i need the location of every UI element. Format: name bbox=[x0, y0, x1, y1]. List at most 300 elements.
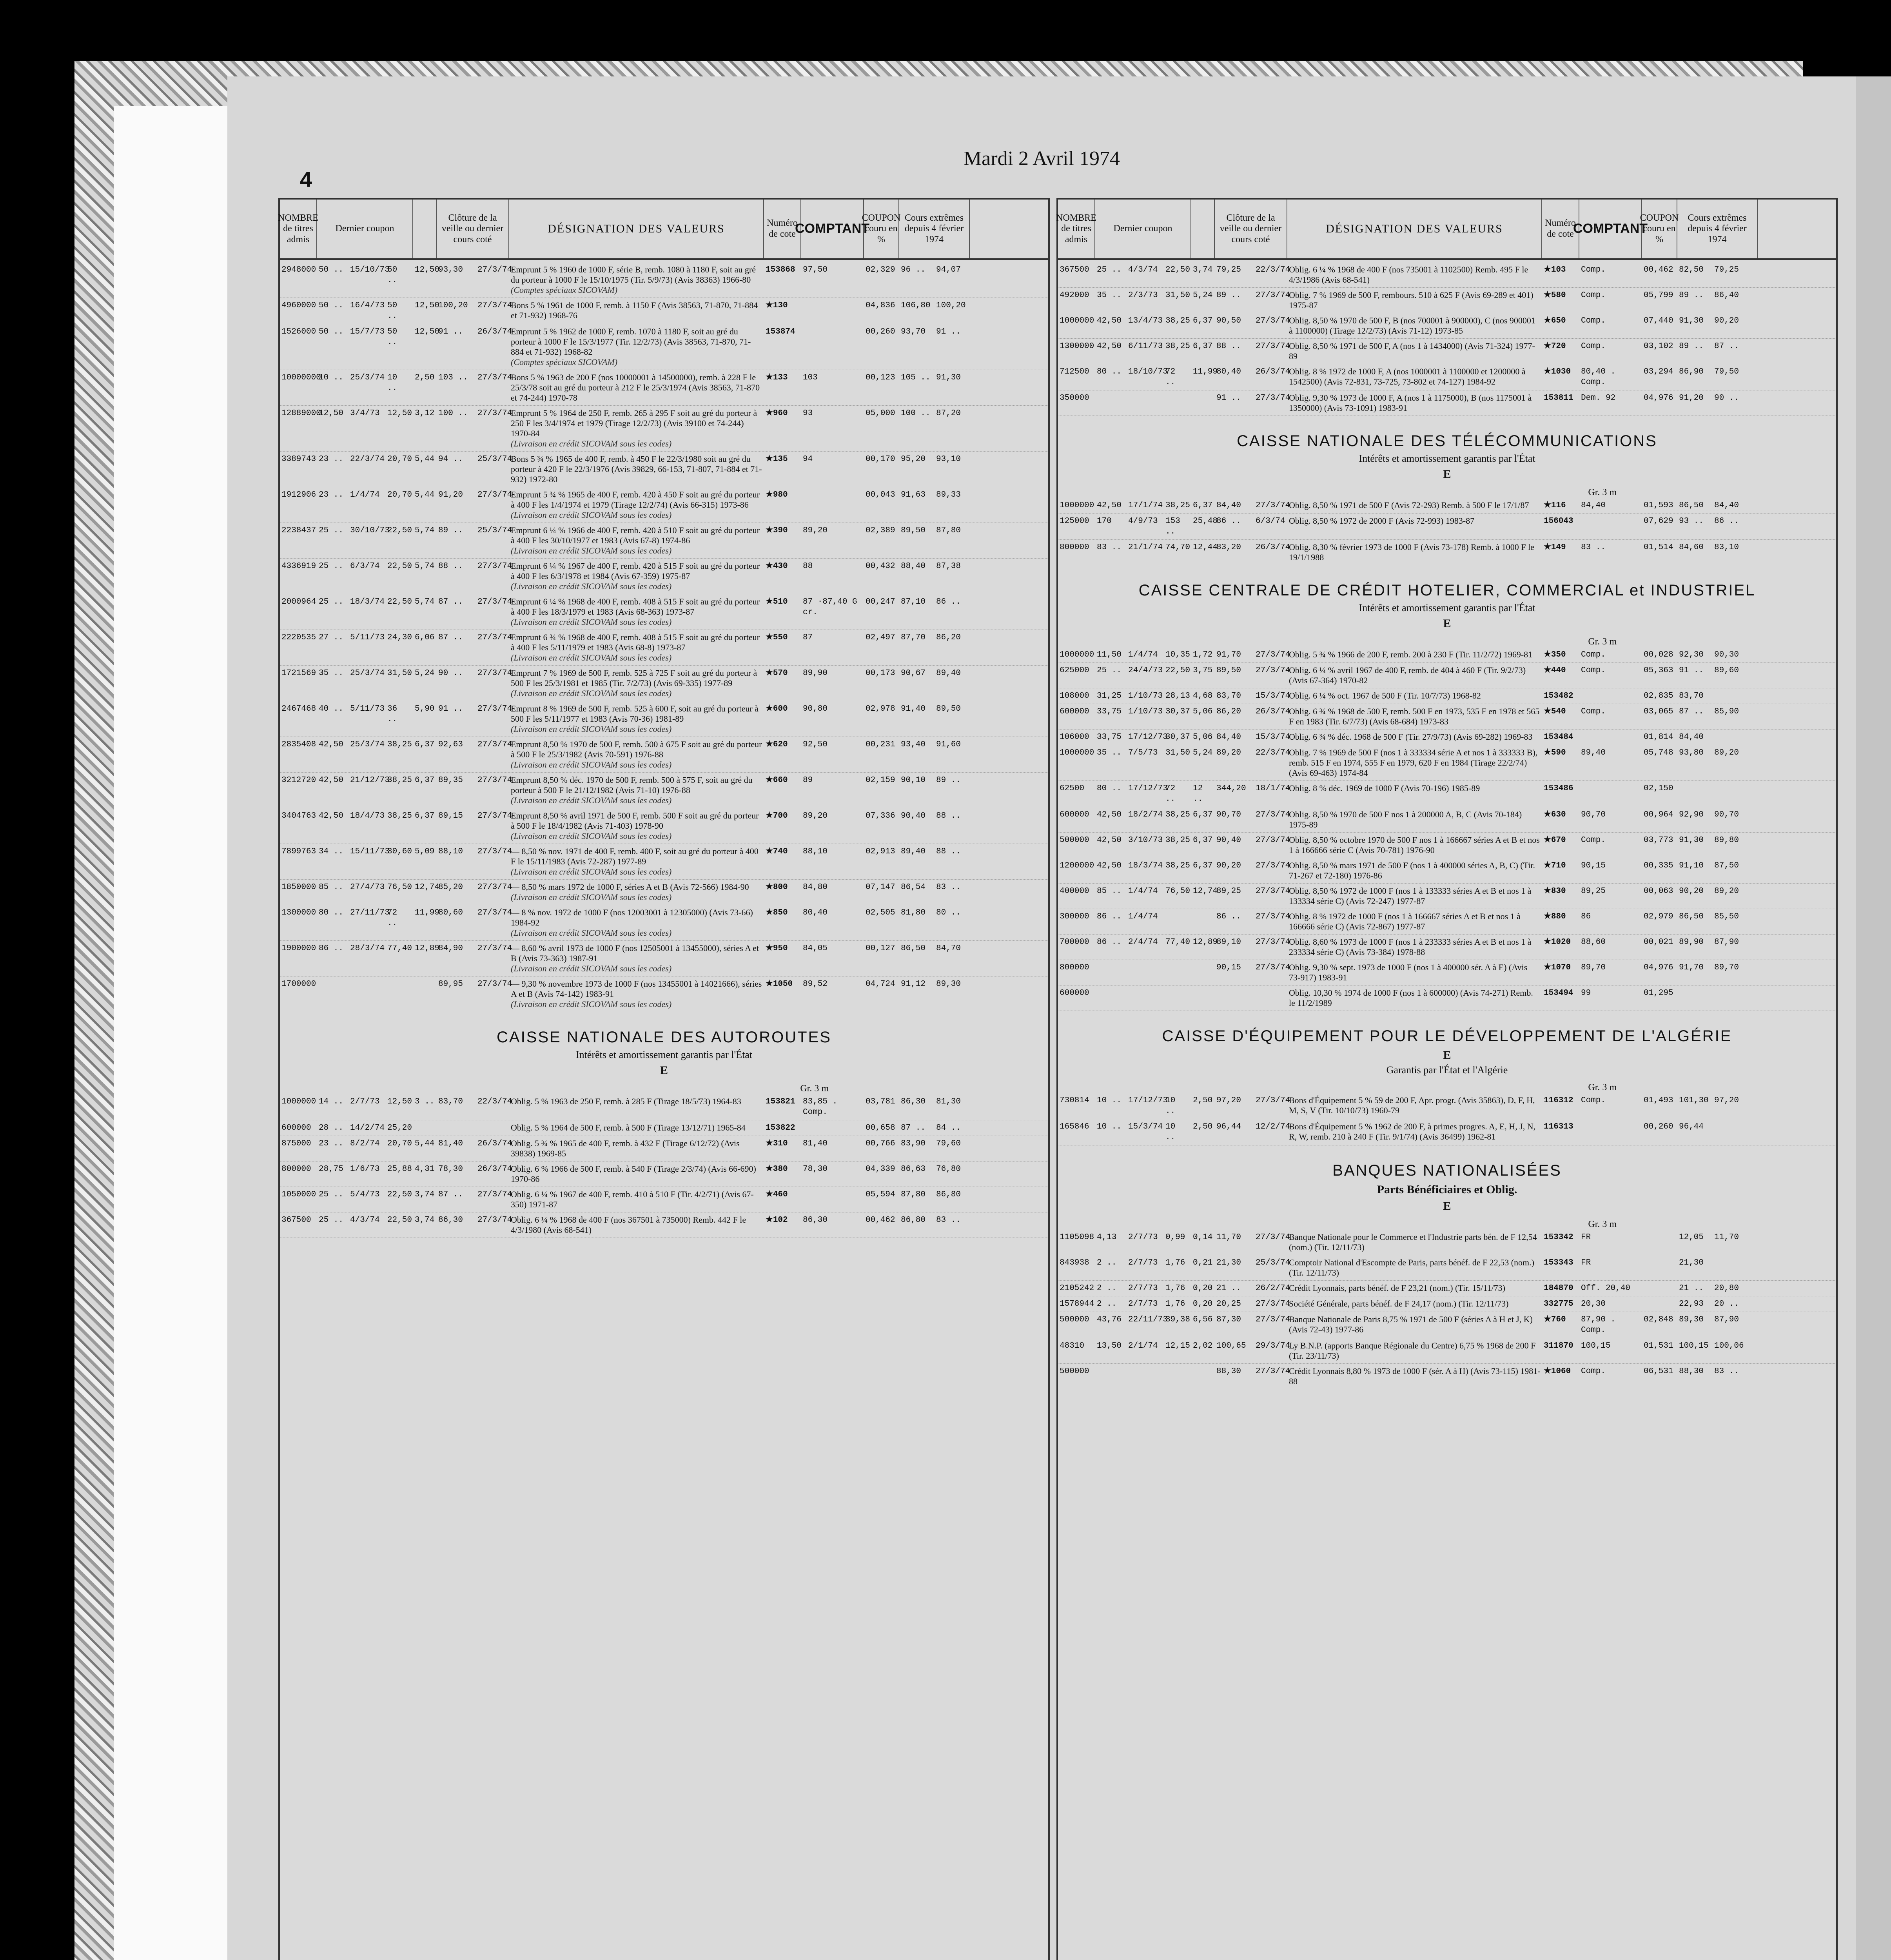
livraison-note: (Livraison en crédit SICOVAM sous les codes) bbox=[511, 867, 672, 877]
cell-cloture: 344,20 bbox=[1216, 784, 1246, 793]
cell-nombre-titres: 600000 bbox=[1060, 707, 1089, 716]
cell-cloture: 81,40 bbox=[438, 1139, 463, 1148]
algerie-rows-body bbox=[1058, 1093, 1836, 1145]
table-row bbox=[1058, 781, 1836, 807]
cell-montant-amort: 38,25 bbox=[387, 740, 412, 749]
cell-cloture: 21,30 bbox=[1216, 1258, 1241, 1267]
cell-montant-amort: 10 .. bbox=[1165, 1122, 1176, 1142]
cell-cloture-date: 27/3/74 bbox=[477, 908, 512, 917]
cell-plus-bas: 79,60 bbox=[936, 1139, 961, 1148]
table-row bbox=[1058, 1338, 1836, 1364]
cell-numero-cote: ★580 bbox=[1544, 291, 1566, 300]
cell-coupon-couru: 00,170 bbox=[866, 455, 895, 464]
cell-montant-global: 42,50 bbox=[319, 776, 344, 785]
cell-cloture-date: 27/3/74 bbox=[1256, 1367, 1290, 1376]
cell-designation: Oblig. 5 ¾ % 1965 de 400 F, remb. à 432 F (Tirage 6/12/72) (Avis 39838) 1969-85 bbox=[511, 1138, 740, 1158]
cell-montant-global: 80 .. bbox=[1097, 784, 1122, 793]
cell-plus-bas: 80 .. bbox=[936, 908, 961, 917]
cell-cloture-date: 29/3/74 bbox=[1256, 1341, 1290, 1350]
cell-numero-cote: ★1050 bbox=[766, 980, 793, 989]
cell-montant-amort: 1,76 bbox=[1165, 1258, 1185, 1267]
cell-nombre-titres: 1105098 bbox=[1060, 1233, 1094, 1242]
cell-comptant: Comp. bbox=[1581, 291, 1606, 300]
cell-plus-bas: 86,80 bbox=[936, 1190, 961, 1199]
cell-nombre-titres: 875000 bbox=[281, 1139, 311, 1148]
table-row bbox=[1058, 1281, 1836, 1296]
cell-prelevement: 6,37 bbox=[1193, 501, 1213, 510]
table-row bbox=[1058, 1312, 1836, 1338]
table-row bbox=[280, 976, 1048, 1012]
cell-plus-bas: 89,40 bbox=[936, 669, 961, 678]
cell-coupon-couru: 07,336 bbox=[866, 811, 895, 820]
cell-nombre-titres: 1200000 bbox=[1060, 861, 1094, 870]
cell-plus-bas: 20 .. bbox=[1714, 1299, 1739, 1308]
cell-cloture-date: 27/3/74 bbox=[477, 490, 512, 499]
table-row bbox=[280, 808, 1048, 844]
cell-montant-amort: 22,50 bbox=[387, 526, 412, 535]
cell-designation: Oblig. 5 ¾ % 1966 de 200 F, remb. 200 à 230 F (Tir. 11/2/72) 1969-81 bbox=[1289, 650, 1533, 659]
cell-cloture-date: 25/3/74 bbox=[1256, 1258, 1290, 1267]
section-letter: E bbox=[1443, 1200, 1451, 1212]
cell-comptant bbox=[1579, 516, 1642, 537]
cell-montant-global: 86 .. bbox=[1097, 938, 1122, 947]
col-cloture: Clôture de la veille ou dernier cours coté bbox=[437, 200, 509, 258]
cell-montant-global: 35 .. bbox=[1097, 291, 1122, 300]
cell-plus-bas: 90 .. bbox=[1714, 394, 1739, 403]
cell-cloture-date bbox=[476, 1123, 509, 1133]
cell-montant-amort: 38,25 bbox=[1165, 861, 1190, 870]
cell-cloture: 100,65 bbox=[1216, 1341, 1246, 1350]
cell-prelevement: 3,12 bbox=[415, 409, 435, 418]
livraison-note: (Livraison en crédit SICOVAM sous les codes) bbox=[511, 928, 672, 938]
cell-montant-amort: 72 .. bbox=[1165, 367, 1176, 387]
cell-cloture: 89,95 bbox=[438, 980, 463, 989]
cell-numero-cote: ★670 bbox=[1544, 836, 1566, 845]
livraison-note: (Comptes spéciaux SICOVAM) bbox=[511, 357, 618, 367]
cell-date-detach: 4/3/74 bbox=[350, 1216, 380, 1225]
cell-coupon-couru: 01,514 bbox=[1644, 543, 1673, 552]
cell-cloture: 87 .. bbox=[438, 633, 463, 642]
cell-numero-cote: ★380 bbox=[766, 1165, 788, 1174]
cell-montant-global: 23 .. bbox=[319, 455, 344, 464]
cell-coupon-couru: 05,000 bbox=[866, 409, 895, 418]
cell-montant-global: 86 .. bbox=[319, 944, 344, 953]
section-credit-hotelier bbox=[1058, 565, 1836, 637]
cell-nombre-titres: 1721569 bbox=[281, 669, 316, 678]
cell-plus-bas bbox=[1713, 732, 1748, 742]
cell-numero-cote: ★590 bbox=[1544, 748, 1566, 757]
cell-prelevement bbox=[413, 979, 437, 1009]
cell-date-detach: 24/4/73 bbox=[1128, 666, 1163, 675]
cell-date-detach: 1/4/74 bbox=[1128, 887, 1158, 896]
section-title: CAISSE NATIONALE DES TÉLÉCOMMUNICATIONS bbox=[1237, 432, 1657, 450]
cell-numero-cote: ★149 bbox=[1544, 543, 1566, 552]
cell-comptant: 97,50 bbox=[803, 265, 828, 274]
cell-comptant: 78,30 bbox=[803, 1165, 828, 1174]
cell-coupon-couru: 02,329 bbox=[866, 265, 895, 274]
cell-numero-cote: 153874 bbox=[766, 327, 795, 336]
col-prelevement bbox=[1191, 200, 1215, 258]
cell-comptant: 87 bbox=[803, 633, 813, 642]
cell-designation: — 8,60 % avril 1973 de 1000 F (nos 12505001 à 13455000), séries A et B (Avis 73-363) 1987-91 (Livraison en crédit SICOVAM sous les codes) bbox=[509, 943, 764, 974]
cell-prelevement: 5,44 bbox=[415, 1139, 435, 1148]
cell-prelevement: 2,02 bbox=[1193, 1341, 1213, 1350]
cell-montant-global: 50 .. bbox=[319, 301, 344, 310]
cell-coupon-couru: 00,173 bbox=[866, 669, 895, 678]
cell-montant-global: 25 .. bbox=[319, 1190, 344, 1199]
cell-numero-cote: ★430 bbox=[766, 562, 788, 571]
cell-coupon-couru: 02,835 bbox=[1644, 691, 1673, 701]
cell-montant-amort: 38,25 bbox=[387, 776, 412, 785]
cell-cloture: 91,20 bbox=[438, 490, 463, 499]
cell-comptant: 84,40 bbox=[1581, 501, 1606, 510]
cell-designation: Bons 5 % 1961 de 1000 F, remb. à 1150 F (Avis 38563, 71-870, 71-884 et 71-932) 1968-76 bbox=[511, 300, 758, 320]
cell-cloture-date: 27/3/74 bbox=[477, 811, 512, 820]
col-cours-extremes: Cours extrêmes depuis 4 février 1974 bbox=[899, 200, 970, 258]
cell-plus-bas bbox=[1713, 691, 1748, 701]
cell-numero-cote: ★310 bbox=[766, 1139, 788, 1148]
cell-montant-global: 85 .. bbox=[1097, 887, 1122, 896]
cell-cloture: 83,70 bbox=[438, 1097, 463, 1106]
cell-numero-cote: ★660 bbox=[766, 776, 788, 785]
cell-plus-bas: 89,30 bbox=[936, 980, 961, 989]
cell-montant-amort: 36 .. bbox=[387, 704, 397, 724]
cell-plus-bas: 88 .. bbox=[936, 847, 961, 856]
cell-designation: Oblig. 6 ¼ % 1967 de 400 F, remb. 410 à 510 F (Tir. 4/2/71) (Avis 67-350) 1971-87 bbox=[511, 1189, 754, 1209]
cell-plus-bas: 89,33 bbox=[936, 490, 961, 499]
cell-numero-cote: ★600 bbox=[766, 704, 788, 713]
cell-cloture-date: 27/3/74 bbox=[477, 597, 512, 606]
cell-date-detach: 18/3/74 bbox=[1128, 861, 1163, 870]
cell-nombre-titres: 4336919 bbox=[281, 562, 316, 571]
cell-cloture-date: 26/3/74 bbox=[477, 327, 512, 336]
cell-montant-amort: 10,35 bbox=[1165, 650, 1190, 659]
cell-designation: Oblig. 7 % 1969 de 500 F (nos 1 à 333334 série A et nos 1 à 333333 B), remb. 515 F en 1974, 555 F en 1979, 620 F en 1984 (Tirage 22/2/74) (Avis 69-463) 1974-84 bbox=[1289, 748, 1538, 778]
cell-cloture: 78,30 bbox=[438, 1165, 463, 1174]
cell-date-detach: 7/5/73 bbox=[1128, 748, 1158, 757]
cell-date-detach bbox=[1127, 962, 1164, 983]
cell-coupon-couru: 00,063 bbox=[1644, 887, 1673, 896]
cell-montant-global: 2 .. bbox=[1097, 1299, 1117, 1308]
cell-designation: Emprunt 6 ¼ % 1967 de 400 F, remb. 420 à 515 F soit au gré du porteur à 400 F les 6/3/1978 et 1984 (Avis 67-359) 1975-87 (Livraison en crédit SICOVAM sous les codes) bbox=[509, 561, 764, 592]
table-row bbox=[1058, 960, 1836, 985]
cell-comptant: 89 bbox=[803, 776, 813, 785]
cell-plus-bas: 87,20 bbox=[936, 409, 961, 418]
cell-comptant: 88,60 bbox=[1581, 938, 1606, 947]
cell-montant-global: 43,76 bbox=[1097, 1315, 1122, 1324]
cell-montant-amort: 30,37 bbox=[1165, 707, 1190, 716]
cell-plus-bas: 84,70 bbox=[936, 944, 961, 953]
cell-plus-bas: 90,70 bbox=[1714, 810, 1739, 819]
cell-plus-bas: 86 .. bbox=[936, 597, 961, 606]
cell-prelevement: 4,31 bbox=[415, 1165, 435, 1174]
section-banques bbox=[1058, 1145, 1836, 1219]
cell-plus-haut: 86,80 bbox=[901, 1216, 926, 1225]
cell-plus-haut: 96,44 bbox=[1679, 1122, 1704, 1131]
cell-cloture: 86,30 bbox=[438, 1216, 463, 1225]
cell-date-detach: 18/2/74 bbox=[1128, 810, 1163, 819]
table-row bbox=[1058, 884, 1836, 909]
cell-nombre-titres: 500000 bbox=[1060, 1315, 1089, 1324]
cell-montant-global: 170 bbox=[1097, 517, 1112, 526]
cell-numero-cote: ★440 bbox=[1544, 666, 1566, 675]
cell-prelevement: 6,37 bbox=[415, 740, 435, 749]
cell-date-detach: 3/10/73 bbox=[1128, 836, 1163, 845]
table-row bbox=[1058, 1093, 1836, 1119]
cell-date-detach: 27/11/73 bbox=[350, 908, 390, 917]
cell-nombre-titres: 2238437 bbox=[281, 526, 316, 535]
cell-plus-haut: 105 .. bbox=[901, 373, 931, 382]
page-date: Mardi 2 Avril 1974 bbox=[963, 147, 1120, 170]
cell-cloture bbox=[437, 1123, 476, 1133]
cell-nombre-titres: 1912906 bbox=[281, 490, 316, 499]
cell-designation: Oblig. 9,30 % sept. 1973 de 1000 F (nos 1 à 400000 sér. A à E) (Avis 73-917) 1983-91 bbox=[1289, 962, 1528, 982]
cell-cloture-date: 27/3/74 bbox=[1256, 501, 1290, 510]
cell-plus-haut: 87,80 bbox=[901, 1190, 926, 1199]
cell-prelevement: 0,14 bbox=[1193, 1233, 1213, 1242]
livraison-note: (Livraison en crédit SICOVAM sous les codes) bbox=[511, 892, 672, 902]
cell-prelevement: 6,06 bbox=[415, 633, 435, 642]
table-row bbox=[280, 523, 1048, 559]
cell-plus-haut: 87 .. bbox=[1679, 707, 1704, 716]
cell-montant-amort: 50 .. bbox=[387, 301, 397, 321]
section-letter: E bbox=[1443, 1049, 1451, 1062]
cell-plus-haut: 86,50 bbox=[1679, 912, 1704, 921]
cell-cloture-date: 27/3/74 bbox=[1256, 938, 1290, 947]
cell-date-detach: 2/1/74 bbox=[1128, 1341, 1158, 1350]
cell-montant-global bbox=[317, 979, 348, 1009]
cell-cloture: 80,40 bbox=[1216, 367, 1241, 376]
cell-designation: Emprunt 5 ¾ % 1965 de 400 F, remb. 420 à 450 F soit au gré du porteur à 400 F les 1/4/1974 et 1979 (Tirage 12/2/74) (Avis 66-315) 1973-86 (Livraison en crédit SICOVAM sous les codes) bbox=[509, 490, 764, 520]
cell-coupon-couru: 05,594 bbox=[866, 1190, 895, 1199]
cell-numero-cote: 116313 bbox=[1544, 1122, 1573, 1131]
cell-coupon-couru: 00,247 bbox=[866, 597, 895, 606]
cell-plus-bas: 83 .. bbox=[936, 1216, 961, 1225]
cell-prelevement: 5,06 bbox=[1193, 733, 1213, 742]
table-row bbox=[280, 941, 1048, 976]
cell-coupon-couru: 01,531 bbox=[1644, 1341, 1673, 1350]
col-prelevement bbox=[413, 200, 437, 258]
cell-montant-amort: 74,70 bbox=[1165, 543, 1190, 552]
cell-plus-haut: 101,30 bbox=[1679, 1096, 1709, 1105]
cell-coupon-couru: 01,593 bbox=[1644, 501, 1673, 510]
section-telecom bbox=[1058, 416, 1836, 487]
cell-comptant bbox=[1579, 783, 1642, 804]
cell-prelevement: 5,44 bbox=[415, 490, 435, 499]
livraison-note: (Livraison en crédit SICOVAM sous les codes) bbox=[511, 546, 672, 555]
col-dernier-coupon: Dernier coupon bbox=[1095, 200, 1191, 258]
cell-date-detach: 17/12/73 bbox=[1128, 1096, 1168, 1105]
cell-nombre-titres: 300000 bbox=[1060, 912, 1089, 921]
cell-date-detach: 15/10/73 bbox=[350, 265, 390, 274]
cell-plus-haut: 12,05 bbox=[1679, 1233, 1704, 1242]
cell-plus-bas: 89,70 bbox=[1714, 963, 1739, 972]
cell-date-detach: 15/11/73 bbox=[350, 847, 390, 856]
cell-coupon-couru: 02,848 bbox=[1644, 1315, 1673, 1324]
cell-montant-global: 31,25 bbox=[1097, 691, 1122, 701]
cell-montant-global: 33,75 bbox=[1097, 733, 1122, 742]
cell-coupon-couru: 03,065 bbox=[1644, 707, 1673, 716]
cell-plus-haut: 86,54 bbox=[901, 883, 926, 892]
section-title: CAISSE D'ÉQUIPEMENT POUR LE DÉVELOPPEMENT DE L'ALGÉRIE bbox=[1162, 1027, 1732, 1045]
table-row bbox=[280, 324, 1048, 370]
cell-nombre-titres: 800000 bbox=[1060, 543, 1089, 552]
table-row bbox=[1058, 858, 1836, 884]
cell-numero-cote: ★650 bbox=[1544, 316, 1566, 325]
cell-montant-amort: 50 .. bbox=[387, 265, 397, 285]
cell-numero-cote: 153484 bbox=[1544, 733, 1573, 742]
cell-comptant: Comp. bbox=[1581, 1096, 1606, 1105]
cell-date-detach: 30/10/73 bbox=[350, 526, 390, 535]
table-row bbox=[1058, 1119, 1836, 1145]
cell-numero-cote: ★1060 bbox=[1544, 1367, 1571, 1376]
cell-montant-amort: 153 .. bbox=[1165, 517, 1180, 536]
cell-plus-haut: 89,30 bbox=[1679, 1315, 1704, 1324]
cell-montant-amort: 22,50 bbox=[387, 562, 412, 571]
cell-prelevement bbox=[1191, 393, 1215, 413]
cell-nombre-titres: 843938 bbox=[1060, 1258, 1089, 1267]
cell-designation: Oblig. 6 ¼ % 1968 de 400 F (nos 367501 à 735000) Remb. 442 F le 4/3/1980 (Avis 68-541) bbox=[511, 1215, 746, 1235]
table-row bbox=[1058, 663, 1836, 688]
cell-nombre-titres: 12889000 bbox=[281, 409, 321, 418]
cell-montant-amort: 39,38 bbox=[1165, 1315, 1190, 1324]
section-note: Intérêts et amortissement garantis par l'État bbox=[1359, 453, 1535, 464]
cell-date-detach: 1/6/73 bbox=[350, 1165, 380, 1174]
cell-cloture: 89,15 bbox=[438, 811, 463, 820]
cell-comptant bbox=[1579, 1122, 1642, 1143]
cell-plus-bas: 88 .. bbox=[936, 811, 961, 820]
cell-numero-cote: ★1030 bbox=[1544, 367, 1571, 376]
cell-montant-amort: 12,15 bbox=[1165, 1341, 1190, 1350]
cell-montant-global: 2 .. bbox=[1097, 1284, 1117, 1293]
cell-montant-amort: 10 .. bbox=[387, 373, 397, 393]
table-row bbox=[280, 905, 1048, 941]
cell-comptant: Comp. bbox=[1581, 342, 1606, 351]
cell-plus-bas: 87 .. bbox=[1714, 342, 1739, 351]
cell-designation: — 8,50 % nov. 1971 de 400 F, remb. 400 F, soit au gré du porteur à 400 F le 15/11/1983 (Avis 72-287) 1977-89 (Livraison en crédit SICOVAM sous les codes) bbox=[509, 846, 764, 877]
cell-cloture: 89 .. bbox=[1216, 291, 1241, 300]
cell-plus-haut: 86,50 bbox=[901, 944, 926, 953]
cell-coupon-couru: 04,976 bbox=[1644, 963, 1673, 972]
cell-cloture-date: 26/2/74 bbox=[1256, 1284, 1290, 1293]
cell-numero-cote: ★350 bbox=[1544, 650, 1566, 659]
cell-comptant: Dem. 92 bbox=[1581, 394, 1616, 403]
cell-plus-haut: 89 .. bbox=[1679, 342, 1704, 351]
cell-prelevement: 25,48 bbox=[1193, 517, 1218, 526]
cell-cloture: 87 .. bbox=[438, 1190, 463, 1199]
cell-cloture: 100,20 bbox=[438, 301, 468, 310]
cell-cloture-date: 12/2/74 bbox=[1256, 1122, 1290, 1131]
cell-plus-haut: 88,30 bbox=[1679, 1367, 1704, 1376]
cell-plus-bas: 89,50 bbox=[936, 704, 961, 713]
cell-comptant: Comp. bbox=[1581, 316, 1606, 325]
cell-coupon-couru: 00,335 bbox=[1644, 861, 1673, 870]
section-letter: E bbox=[660, 1064, 668, 1077]
cell-coupon-couru: 01,814 bbox=[1644, 733, 1673, 742]
cell-nombre-titres: 600000 bbox=[1060, 989, 1089, 998]
cell-montant-global: 2 .. bbox=[1097, 1258, 1117, 1267]
cell-montant-global: 40 .. bbox=[319, 704, 344, 713]
cell-nombre-titres: 350000 bbox=[1060, 394, 1089, 403]
cell-designation: Oblig. 8 % déc. 1969 de 1000 F (Avis 70-196) 1985-89 bbox=[1289, 783, 1480, 793]
cell-comptant bbox=[801, 300, 864, 321]
cell-cloture: 90,50 bbox=[1216, 316, 1241, 325]
cell-plus-bas: 94,07 bbox=[936, 265, 961, 274]
cell-montant-global: 35 .. bbox=[1097, 748, 1122, 757]
table-row bbox=[280, 1161, 1048, 1187]
cell-comptant: 99 bbox=[1581, 989, 1591, 998]
cell-nombre-titres: 1000000 bbox=[1060, 748, 1094, 757]
cell-comptant bbox=[1579, 691, 1642, 701]
cell-date-detach: 5/11/73 bbox=[350, 633, 385, 642]
cell-plus-haut bbox=[1677, 783, 1713, 804]
cell-montant-global: 28,75 bbox=[319, 1165, 344, 1174]
cell-cloture-date: 26/3/74 bbox=[1256, 707, 1290, 716]
cell-cloture-date: 27/3/74 bbox=[477, 373, 512, 382]
cell-montant-amort bbox=[1164, 911, 1191, 932]
cell-montant-global: 42,50 bbox=[1097, 316, 1122, 325]
cell-date-detach: 2/7/73 bbox=[1128, 1299, 1158, 1308]
cell-numero-cote: ★950 bbox=[766, 944, 788, 953]
table-row bbox=[280, 298, 1048, 324]
cell-plus-bas: 90,20 bbox=[1714, 316, 1739, 325]
cell-cloture-date: 25/3/74 bbox=[477, 526, 512, 535]
left-quotation-table bbox=[278, 198, 1050, 1960]
cell-comptant: 80,40 . Comp. bbox=[1581, 367, 1616, 387]
cell-coupon-couru: 03,773 bbox=[1644, 836, 1673, 845]
cell-comptant: 90,80 bbox=[803, 704, 828, 713]
cell-designation: Oblig. 8,50 % 1971 de 500 F, A (nos 1 à 1434000) (Avis 71-324) 1977-89 bbox=[1289, 341, 1535, 361]
cell-montant-global: 11,50 bbox=[1097, 650, 1122, 659]
cell-nombre-titres: 1526000 bbox=[281, 327, 316, 336]
cell-montant-global: 50 .. bbox=[319, 327, 344, 336]
cell-prelevement: 6,37 bbox=[415, 776, 435, 785]
section-subtitle: Parts Bénéficiaires et Oblig. bbox=[1377, 1183, 1517, 1196]
table-row bbox=[1058, 935, 1836, 960]
cell-date-detach: 1/10/73 bbox=[1128, 707, 1163, 716]
cell-designation: Oblig. 6 ¼ % avril 1967 de 400 F, remb. de 404 à 460 F (Tir. 9/2/73) (Avis 67-364) 1970-82 bbox=[1289, 665, 1526, 685]
cell-plus-haut: 93,80 bbox=[1679, 748, 1704, 757]
cell-montant-amort bbox=[1164, 962, 1191, 983]
table-row bbox=[1058, 985, 1836, 1011]
cell-montant-global: 42,50 bbox=[319, 740, 344, 749]
cell-prelevement: 1,72 bbox=[1193, 650, 1213, 659]
cell-plus-haut: 91,63 bbox=[901, 490, 926, 499]
cell-comptant: 92,50 bbox=[803, 740, 828, 749]
cell-date-detach: 1/10/73 bbox=[1128, 691, 1163, 701]
table-row bbox=[280, 1120, 1048, 1136]
cell-coupon-couru: 04,339 bbox=[866, 1165, 895, 1174]
col-designation: DÉSIGNATION DES VALEURS bbox=[1287, 200, 1542, 258]
cell-cloture: 97,20 bbox=[1216, 1096, 1241, 1105]
cell-cloture-date: 27/3/74 bbox=[477, 409, 512, 418]
cell-cloture-date: 27/3/74 bbox=[477, 847, 512, 856]
cell-designation: Oblig. 6 ¾ % 1968 de 500 F, remb. 500 F en 1973, 535 F en 1978 et 565 F en 1983 (Tir. 6/7/73) (Avis 68-684) 1973-83 bbox=[1289, 706, 1540, 726]
cell-designation: Bons 5 ¾ % 1965 de 400 F, remb. à 450 F le 22/3/1980 soit au gré du porteur à 420 F le 22/3/1976 (Avis 39829, 66-153, 71-807, 71-884 et 71-932) 1972-80 bbox=[511, 454, 762, 484]
cell-cloture: 88 .. bbox=[438, 562, 463, 571]
table-header bbox=[280, 200, 1048, 260]
cell-cloture-date: 27/3/74 bbox=[1256, 810, 1290, 819]
cell-plus-bas: 87,38 bbox=[936, 562, 961, 571]
cell-date-detach: 5/4/73 bbox=[350, 1190, 380, 1199]
cell-designation: Oblig. 8,50 % 1972 de 1000 F (nos 1 à 133333 séries A et B et nos 1 à 133334 série C) (Avis 72-247) 1977-87 bbox=[1289, 886, 1532, 906]
cell-plus-bas: 86,20 bbox=[936, 633, 961, 642]
cell-cloture-date: 27/3/74 bbox=[1256, 861, 1290, 870]
cell-nombre-titres: 800000 bbox=[1060, 963, 1089, 972]
cell-nombre-titres: 62500 bbox=[1060, 784, 1085, 793]
cell-cloture: 90,40 bbox=[1216, 836, 1241, 845]
cell-cloture-date: 27/3/74 bbox=[477, 1216, 512, 1225]
